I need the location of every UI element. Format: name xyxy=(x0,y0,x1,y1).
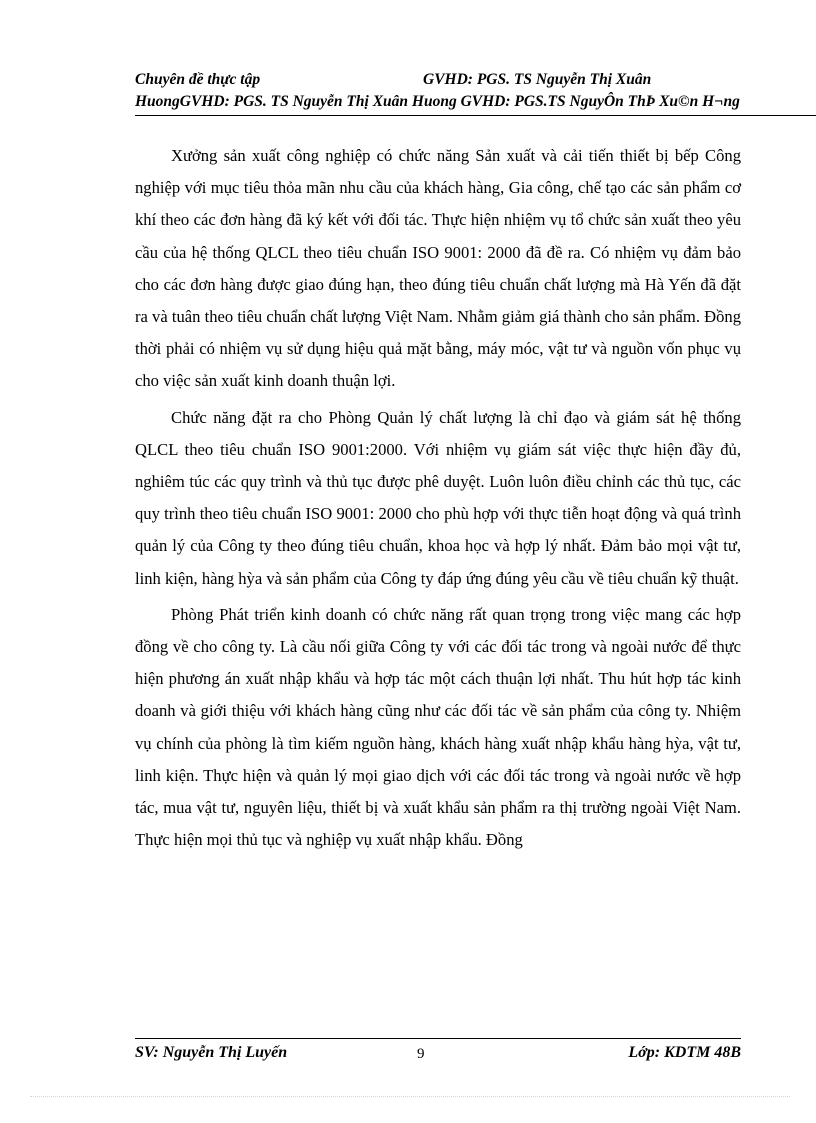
header-advisor: GVHD: PGS. TS Nguyễn Thị Xuân xyxy=(423,71,652,88)
page-header xyxy=(135,70,816,114)
page-edge-dotted-line xyxy=(30,1096,790,1097)
footer-class: Lớp: KDTM 48B xyxy=(628,1044,741,1061)
paragraph-business-dev: Phòng Phát triển kinh doanh có chức năng rất quan trọng trong việc mang các hợp đồng về cho công ty. Là cầu nối giữa Công ty với các đối tác trong và ngoài nước để thực hiện phương án xuất nhập khẩu và hợp tác một cách thuận lợi nhất. Thu hút hợp tác kinh doanh và giới thiệu với khách hàng cũng như các đối tác về sản phẩm của công ty. Nhiệm vụ chính của phòng là tìm kiếm nguồn hàng, khách hàng xuất nhập khẩu hàng hỳa, vật tư, linh kiện. Thực hiện và quản lý mọi giao dịch với các đối tác trong và ngoài nước về hợp tác, mua vật tư, nguyên liệu, thiết bị và xuất khẩu sản phẩm ra thị trường ngoài Việt Nam. Thực hiện mọi thủ tục và nghiệp vụ xuất nhập khẩu. Đồng xyxy=(135,604,741,850)
paragraph-workshop: Xưởng sản xuất công nghiệp có chức năng Sản xuất và cải tiến thiết bị bếp Công nghiệp với mục tiêu thỏa mãn nhu cầu của khách hàng, Gia công, chế tạo các sản phẩm cơ khí theo các đơn hàng đã ký kết với đối tác. Thực hiện nhiệm vụ tổ chức sản xuất theo yêu cầu của hệ thống QLCL theo tiêu chuẩn ISO 9001: 2000 đã đề ra. Có nhiệm vụ đảm bảo cho các đơn hàng được giao đúng hạn, theo đúng tiêu chuẩn chất lượng mà Hà Yến đã đặt ra và tuân theo tiêu chuẩn chất lượng Việt Nam. Nhằm giảm giá thành cho sản phẩm. Đồng thời phải có nhiệm vụ sử dụng hiệu quả mặt bằng, máy móc, vật tư và nguồn vốn phục vụ cho việc sản xuất kinh doanh thuận lợi. xyxy=(135,146,741,391)
paragraph-quality-dept: Chức năng đặt ra cho Phòng Quản lý chất lượng là chỉ đạo và giám sát hệ thống QLCL theo tiêu chuẩn ISO 9001:2000. Với nhiệm vụ giám sát việc thực hiện đầy đủ, nghiêm túc các quy trình và thủ tục được phê duyệt. Luôn luôn điều chỉnh các thủ tục, các quy trình theo tiêu chuẩn ISO 9001: 2000 cho phù hợp với thực tiễn hoạt động và quá trình quản lý của Công ty theo đúng tiêu chuẩn, khoa học và hợp lý nhất. Đảm bảo mọi vật tư, linh kiện, hàng hỳa và sản phẩm của Công ty đáp ứng đúng yêu cầu về tiêu chuẩn kỹ thuật. xyxy=(135,407,741,588)
header-course-title: Chuyên đề thực tập xyxy=(135,71,261,88)
footer-divider xyxy=(135,1038,741,1039)
document-body xyxy=(135,140,741,860)
footer-student-name: SV: Nguyễn Thị Luyến xyxy=(135,1044,288,1061)
header-line-1 xyxy=(135,70,816,90)
header-line-2: HuongGVHD: PGS. TS Nguyễn Thị Xuân Huong GVHD: PGS.TS NguyÔn ThÞ Xu©n H¬ng xyxy=(135,93,740,110)
page-number: 9 xyxy=(417,1046,425,1062)
header-divider xyxy=(135,115,816,116)
page-footer xyxy=(135,1041,741,1065)
